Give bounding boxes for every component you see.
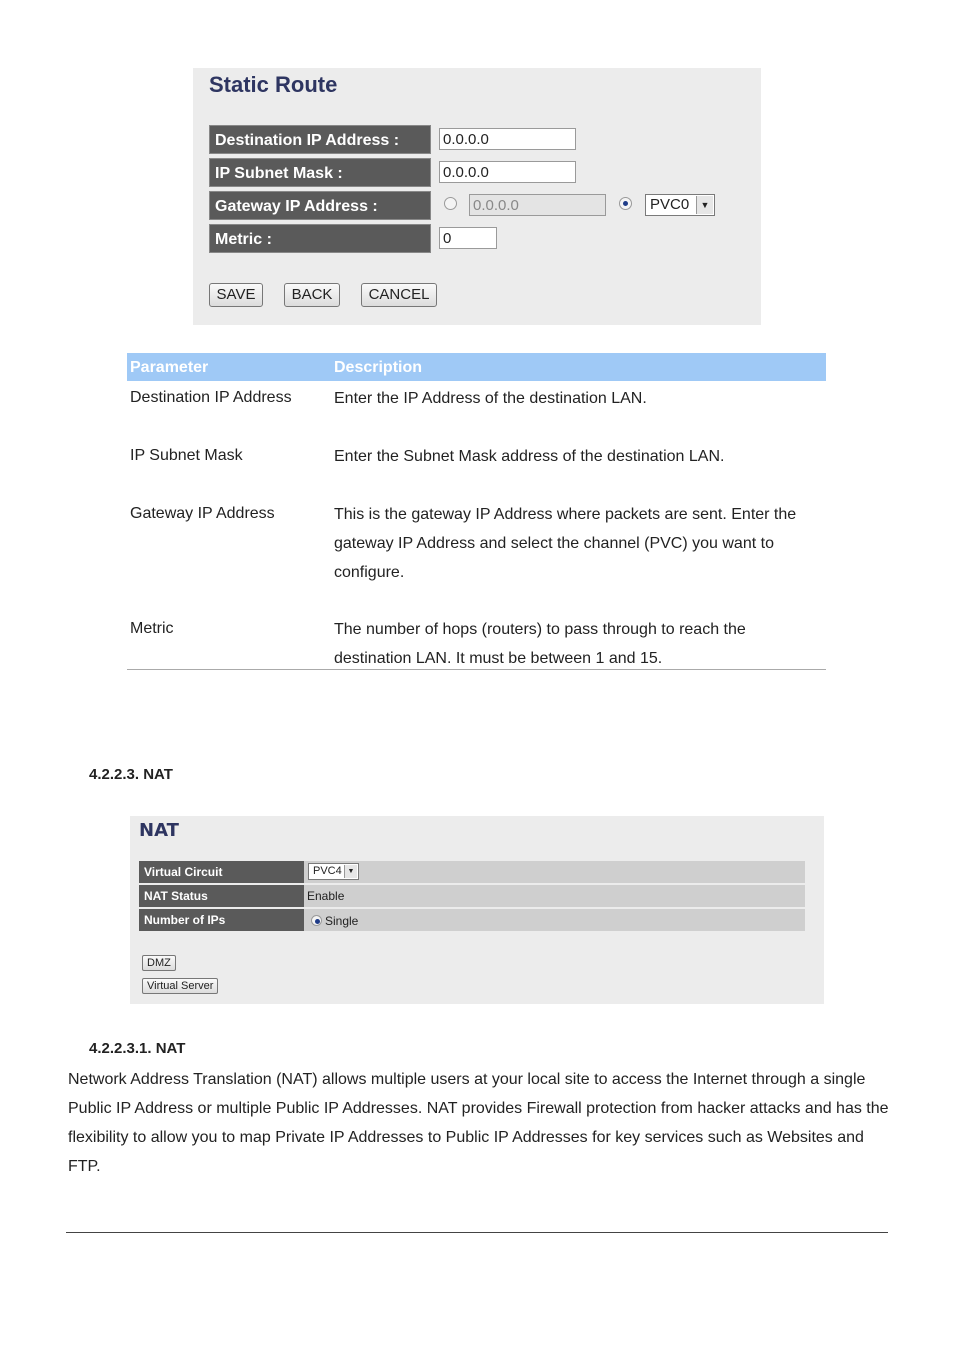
table-bottom-rule — [127, 669, 826, 670]
chevron-down-icon[interactable]: ▼ — [696, 196, 713, 214]
dmz-button[interactable]: DMZ — [142, 955, 176, 971]
nat-status-row — [139, 885, 805, 907]
number-of-ips-row — [139, 909, 805, 931]
virtual-server-button[interactable]: Virtual Server — [142, 978, 218, 994]
virtual-circuit-label: Virtual Circuit — [139, 861, 304, 883]
save-button[interactable]: SAVE — [209, 283, 263, 307]
virtual-circuit-row — [139, 861, 805, 883]
gateway-ip-radio[interactable] — [444, 197, 457, 210]
pvc-select[interactable] — [645, 194, 715, 216]
metric-input[interactable]: 0 — [439, 227, 497, 249]
table-header — [127, 353, 826, 381]
destination-ip-input[interactable]: 0.0.0.0 — [439, 128, 576, 150]
single-ip-radio[interactable] — [311, 915, 322, 926]
subnet-mask-label: IP Subnet Mask : — [209, 158, 431, 187]
nat-status-label: NAT Status — [139, 885, 304, 907]
destination-ip-row — [209, 125, 759, 154]
header-parameter: Parameter — [130, 359, 209, 376]
header-description: Description — [334, 359, 423, 376]
table-row-description: Enter the Subnet Mask address of the destination LAN. — [334, 448, 725, 465]
section-heading: 4.2.2.3. NAT — [89, 766, 173, 783]
table-row-description: This is the gateway IP Address where packets are sent. Enter the gateway IP Address and select the channel (PVC) you want to configure. — [334, 506, 797, 581]
nat-description-paragraph: Network Address Translation (NAT) allows multiple users at your local site to access the Internet through a single Public IP Address or multiple Public IP Addresses. NAT provides Firewall protection from hacker attacks and has the flexibility to allow you to map Private IP Addresses to Public IP Addresses for key services such as Websites and FTP. — [68, 1071, 889, 1175]
subnet-mask-input[interactable]: 0.0.0.0 — [439, 161, 576, 183]
number-of-ips-value: Single — [325, 914, 359, 928]
table-row-parameter: Gateway IP Address — [130, 505, 275, 522]
metric-label: Metric : — [209, 224, 431, 253]
footer-divider — [66, 1232, 888, 1233]
table-row-parameter: Metric — [130, 620, 174, 637]
subsection-heading: 4.2.2.3.1. NAT — [89, 1040, 186, 1057]
chevron-down-icon[interactable]: ▼ — [344, 865, 357, 878]
static-route-panel — [193, 68, 761, 325]
gateway-ip-row — [209, 191, 759, 220]
cancel-button[interactable]: CANCEL — [361, 283, 437, 307]
back-button[interactable]: BACK — [284, 283, 340, 307]
number-of-ips-label: Number of IPs — [139, 909, 304, 931]
table-row-description: The number of hops (routers) to pass through to reach the destination LAN. It must be between 1 and 15. — [334, 621, 746, 667]
static-route-title: Static Route — [209, 72, 338, 97]
table-row-description: Enter the IP Address of the destination LAN. — [334, 390, 647, 407]
destination-ip-label: Destination IP Address : — [209, 125, 431, 154]
table-row-parameter: IP Subnet Mask — [130, 447, 243, 464]
nat-status-value: Enable — [307, 889, 345, 903]
pvc-radio[interactable] — [619, 197, 632, 210]
metric-row — [209, 224, 759, 253]
gateway-ip-input[interactable]: 0.0.0.0 — [469, 194, 606, 216]
table-row-parameter: Destination IP Address — [130, 389, 292, 406]
nat-panel — [130, 816, 824, 1004]
pvc-select-value: PVC0 — [650, 196, 690, 213]
gateway-ip-label: Gateway IP Address : — [209, 191, 431, 220]
subnet-mask-row — [209, 158, 759, 187]
virtual-circuit-value: PVC4 — [313, 865, 342, 877]
virtual-circuit-select[interactable] — [308, 863, 359, 880]
nat-title: NAT — [139, 820, 179, 841]
